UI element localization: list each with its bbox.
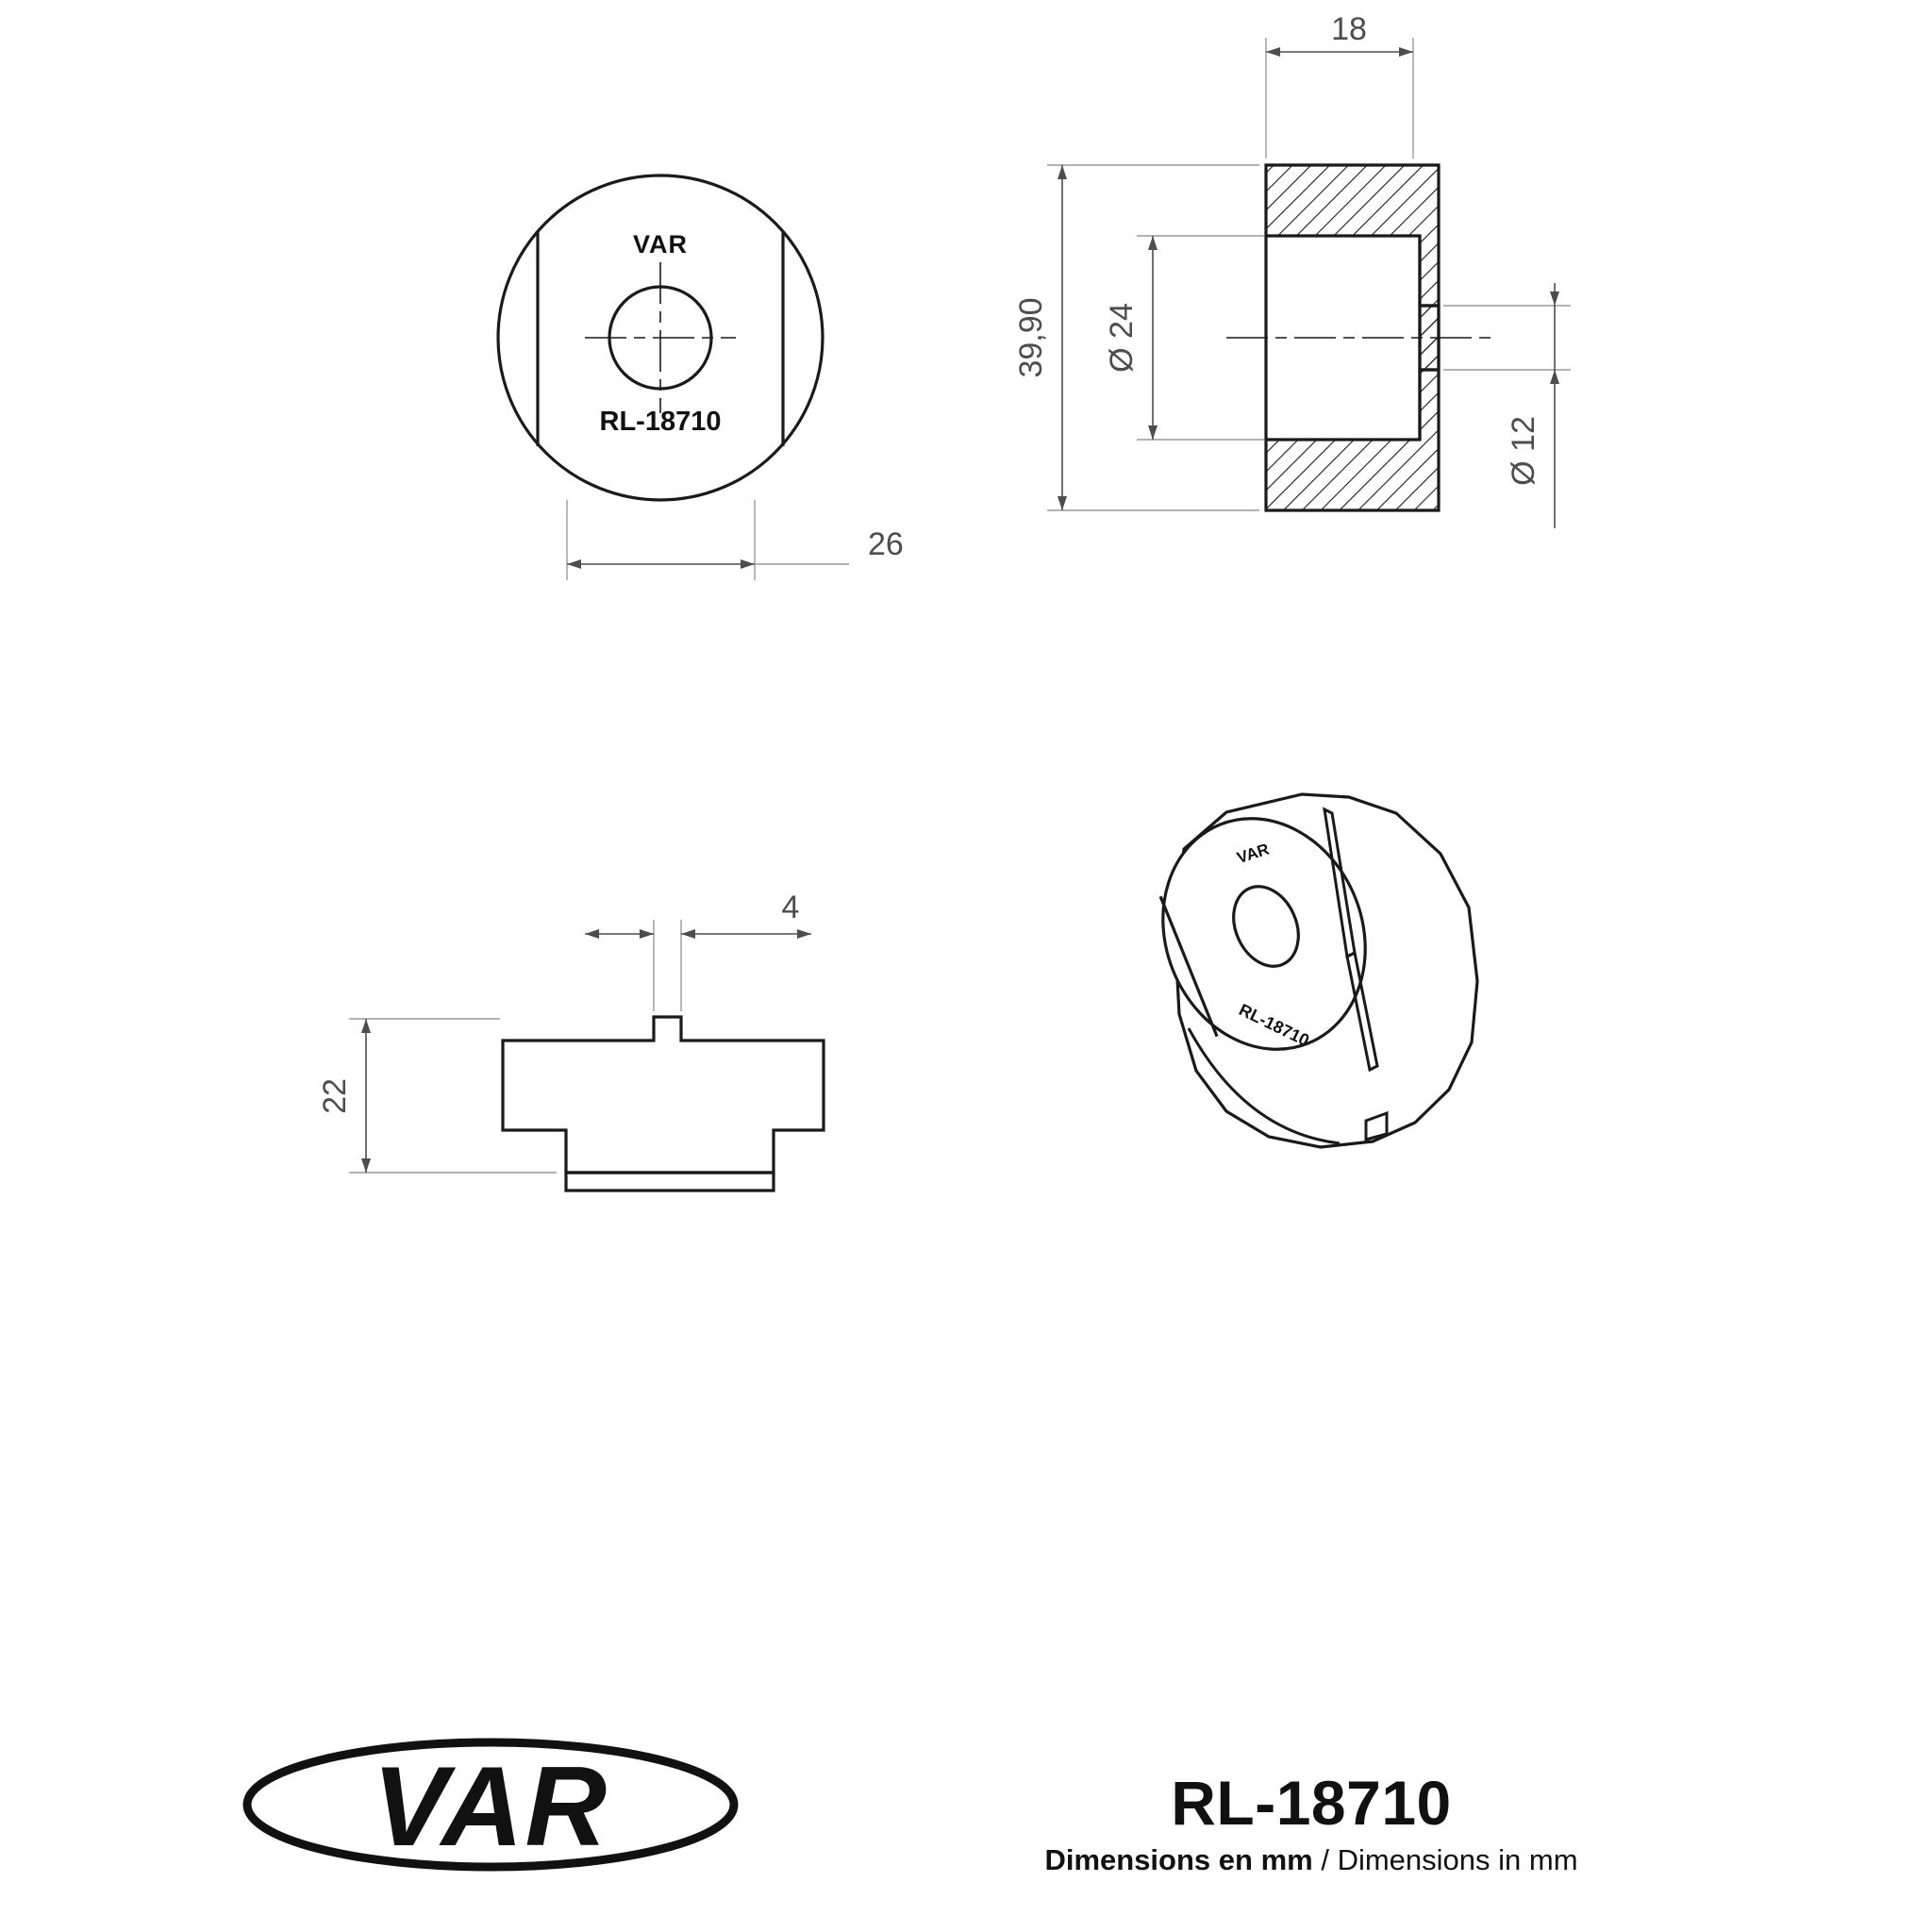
dim-label-3990: 39,90	[1013, 297, 1049, 378]
dim-label-18: 18	[1331, 11, 1367, 47]
title-block	[924, 1767, 1698, 1877]
units-note	[924, 1843, 1698, 1877]
units-note-en: Dimensions in mm	[1337, 1843, 1578, 1876]
logo-text: VAR	[372, 1743, 609, 1870]
dim-label-d24: Ø 24	[1104, 303, 1140, 373]
units-note-fr: Dimensions en mm	[1044, 1843, 1313, 1876]
drawing-footer	[0, 1715, 1932, 1894]
iso-part-label: RL-18710	[1236, 1000, 1312, 1051]
var-logo	[236, 1734, 745, 1875]
front-brand-label: VAR	[632, 230, 689, 258]
side-profile-view	[349, 920, 824, 1191]
side-profile-base	[566, 1173, 774, 1191]
section-bottom-body	[1266, 306, 1439, 510]
side-profile-outline	[503, 1017, 824, 1173]
var-logo-mark	[236, 1734, 745, 1875]
part-number-title: RL-18710	[1171, 1767, 1452, 1838]
iso-brand-label: VAR	[1234, 840, 1272, 868]
dim-label-22: 22	[317, 1078, 353, 1114]
dim-label-d12: Ø 12	[1506, 416, 1541, 486]
isometric-view	[1129, 788, 1477, 1147]
section-view	[1047, 38, 1571, 528]
dim-label-4: 4	[781, 890, 800, 925]
front-part-label: RL-18710	[599, 407, 722, 437]
units-note-separator: /	[1321, 1843, 1329, 1876]
section-top-body	[1266, 165, 1439, 370]
dim-label-26: 26	[868, 526, 904, 562]
